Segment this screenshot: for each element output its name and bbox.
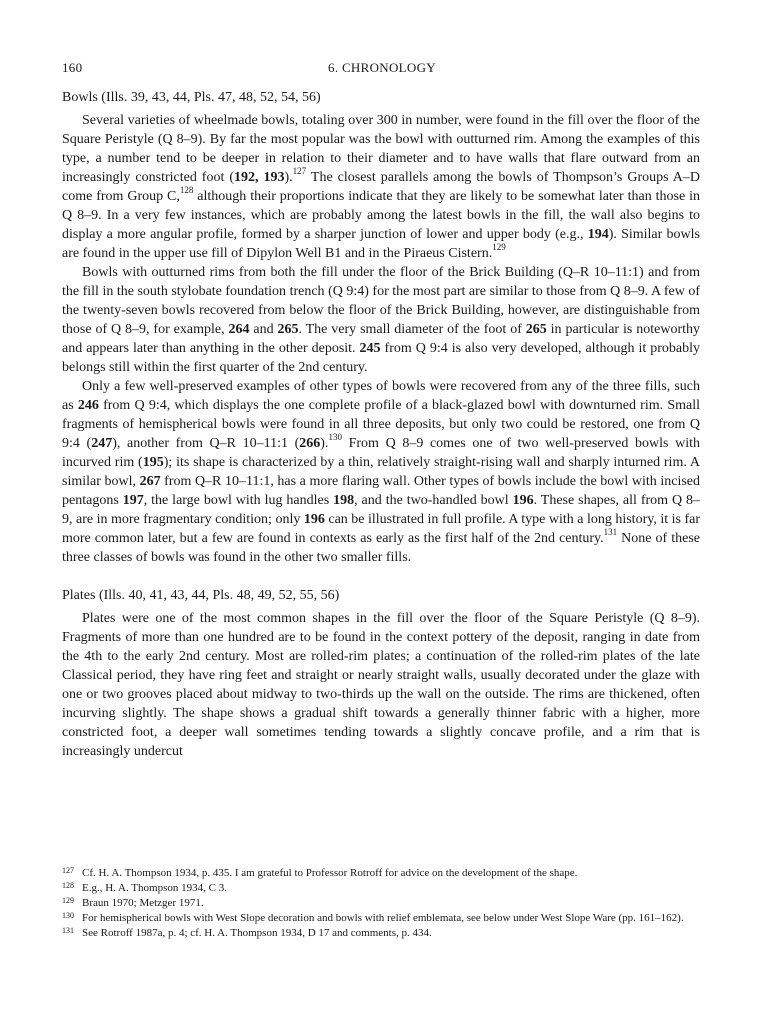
text-run: although their proportions indicate that they are likely to be somewhat later than those in Q 8–9. In a very few instances, which are probably among the latest bowls in the fill, the wall also begins to display a more angular profile, formed by a sharper junction of lower and upper body (e.g.,	[62, 189, 700, 242]
catalogue-number: 196	[512, 493, 534, 508]
footnote-number: 128	[62, 881, 74, 890]
text-run: ), another from Q–R 10–11:1 (	[112, 436, 300, 451]
text-run: ).	[284, 170, 293, 185]
catalogue-number: 265	[525, 322, 547, 337]
chapter-title: 6. CHRONOLOGY	[328, 60, 436, 75]
footnote-text: For hemispherical bowls with West Slope decoration and bowls with relief emblemata, see below under West Slope Ware (pp. 161–162).	[82, 912, 684, 924]
text-run: , the large bowl with lug handles	[143, 493, 334, 508]
text-run: . These shapes, all from Q 8–9, are in more fragmentary condition; only	[62, 493, 701, 527]
footnote	[62, 896, 702, 911]
section-heading-plates: Plates (Ills. 40, 41, 43, 44, Pls. 48, 49, 52, 55, 56)	[62, 588, 340, 603]
catalogue-number: 197	[122, 493, 144, 508]
page-number: 160	[62, 60, 83, 75]
catalogue-number: 265	[277, 322, 299, 337]
catalogue-number: 264	[228, 322, 250, 337]
text-run: ); its shape is characterized by a thin, relatively straight-rising wall and sharply inturned rim. A similar bowl,	[62, 455, 700, 489]
footnote-text: Braun 1970; Metzger 1971.	[82, 897, 204, 909]
footnote-ref: 128	[179, 185, 194, 196]
text-run: ).	[320, 436, 329, 451]
text-run: ). Similar bowls are found in the upper use fill of Dipylon Well B1 and in the Piraeus Cistern.	[62, 227, 700, 261]
footnote-ref: 129	[492, 242, 506, 253]
footnote-number: 129	[62, 896, 74, 905]
footnote-ref: 131	[603, 527, 618, 538]
catalogue-number: 192, 193	[234, 170, 285, 185]
paragraph	[62, 609, 700, 761]
text-run: from Q–R 10–11:1, has a more flaring wall. Other types of bowls include the bowl with incised pentagons	[62, 474, 700, 508]
text-run: and	[249, 322, 278, 337]
text-run: From Q 8–9 comes one of two well-preserved bowls with incurved rim (	[62, 436, 700, 470]
text-run: , and the two-handled bowl	[354, 493, 513, 508]
catalogue-number: 247	[91, 436, 113, 451]
footnote-number: 130	[62, 911, 74, 920]
footnote-number: 131	[62, 926, 74, 935]
paragraph	[62, 111, 700, 263]
text-run: . The very small diameter of the foot of	[298, 322, 526, 337]
footnote	[62, 926, 702, 941]
text-run: can be illustrated in full profile. A type with a long history, it is far more common later, but a few are found in contexts as early as the first half of the 2nd century.	[62, 512, 700, 546]
text-run: in particular is noteworthy and appears later than anything in the other deposit.	[62, 322, 700, 356]
footnote	[62, 911, 702, 926]
text-run: None of these three classes of bowls was found in the other two smaller fills.	[62, 531, 700, 565]
footnote	[62, 881, 702, 896]
main-text	[62, 88, 700, 761]
section-heading-bowls: Bowls (Ills. 39, 43, 44, Pls. 47, 48, 52, 54, 56)	[62, 90, 321, 105]
footnotes	[62, 866, 702, 941]
text-run: Bowls with outturned rims from both the fill under the floor of the Brick Building (Q–R 10–11:1) and from the fill in the south stylobate foundation trench (Q 9:4) for the most part are similar to those from Q 8–9. A few of the twenty-seven bowls recovered from below the floor of the Brick Building, however, are distinguishable from those of Q 8–9, for example,	[62, 265, 700, 337]
footnote-text: E.g., H. A. Thompson 1934, C 3.	[82, 882, 227, 894]
footnote	[62, 866, 702, 881]
catalogue-number: 195	[142, 455, 164, 470]
catalogue-number: 194	[587, 227, 609, 242]
catalogue-number: 267	[139, 474, 161, 489]
catalogue-number: 246	[77, 398, 99, 413]
text-run: Only a few well-preserved examples of other types of bowls were recovered from any of the three fills, such as	[62, 379, 700, 413]
footnote-text: See Rotroff 1987a, p. 4; cf. H. A. Thompson 1934, D 17 and comments, p. 434.	[82, 927, 432, 939]
footnote-ref: 130	[328, 432, 342, 443]
text-run: from Q 9:4, which displays the one complete profile of a black-glazed bowl with downturned rim. Small fragments of hemispherical bowls were found in all three deposits, but only two could be restored, one from Q 9:4 (	[62, 398, 700, 451]
catalogue-number: 198	[333, 493, 355, 508]
text-run: Plates were one of the most common shapes in the fill over the floor of the Square Peristyle (Q 8–9). Fragments of more than one hundred are to be found in the context pottery of the deposit, ranging in date from the 4th to the early 2nd century. Most are rolled-rim plates; a continuation of the rolled-rim plates of the late Classical period, they have ring feet and straight or nearly straight walls, usually decorated under the glaze with one or two grooves placed about midway to two-thirds up the wall on the outside. The rims are thickened, often incurving slightly. The shape shows a gradual shift towards a generally thinner fabric with a higher, more constricted foot, a deeper wall sometimes tending towards a slightly concave profile, and a rim that is increasingly undercut	[62, 611, 700, 759]
catalogue-number: 245	[359, 341, 381, 356]
footnote-text: Cf. H. A. Thompson 1934, p. 435. I am grateful to Professor Rotroff for advice on the development of the shape.	[82, 867, 578, 879]
footnote-number: 127	[62, 866, 74, 875]
text-run: Several varieties of wheelmade bowls, totaling over 300 in number, were found in the fill over the floor of the Square Peristyle (Q 8–9). By far the most popular was the bowl with outturned rim. Among the examples of this type, a number tend to be deeper in relation to their diameter and to have walls that flare outward from an increasingly constricted foot (	[62, 113, 700, 185]
catalogue-number: 196	[303, 512, 325, 527]
text-run: The closest parallels among the bowls of Thompson’s Groups A–D come from Group C,	[62, 170, 701, 204]
running-head	[62, 60, 702, 78]
paragraph	[62, 263, 700, 377]
paragraph	[62, 377, 700, 567]
text-run: from Q 9:4 is also very developed, although it probably belongs still within the first quarter of the 2nd century.	[62, 341, 700, 375]
catalogue-number: 266	[299, 436, 321, 451]
footnote-ref: 127	[292, 166, 307, 177]
